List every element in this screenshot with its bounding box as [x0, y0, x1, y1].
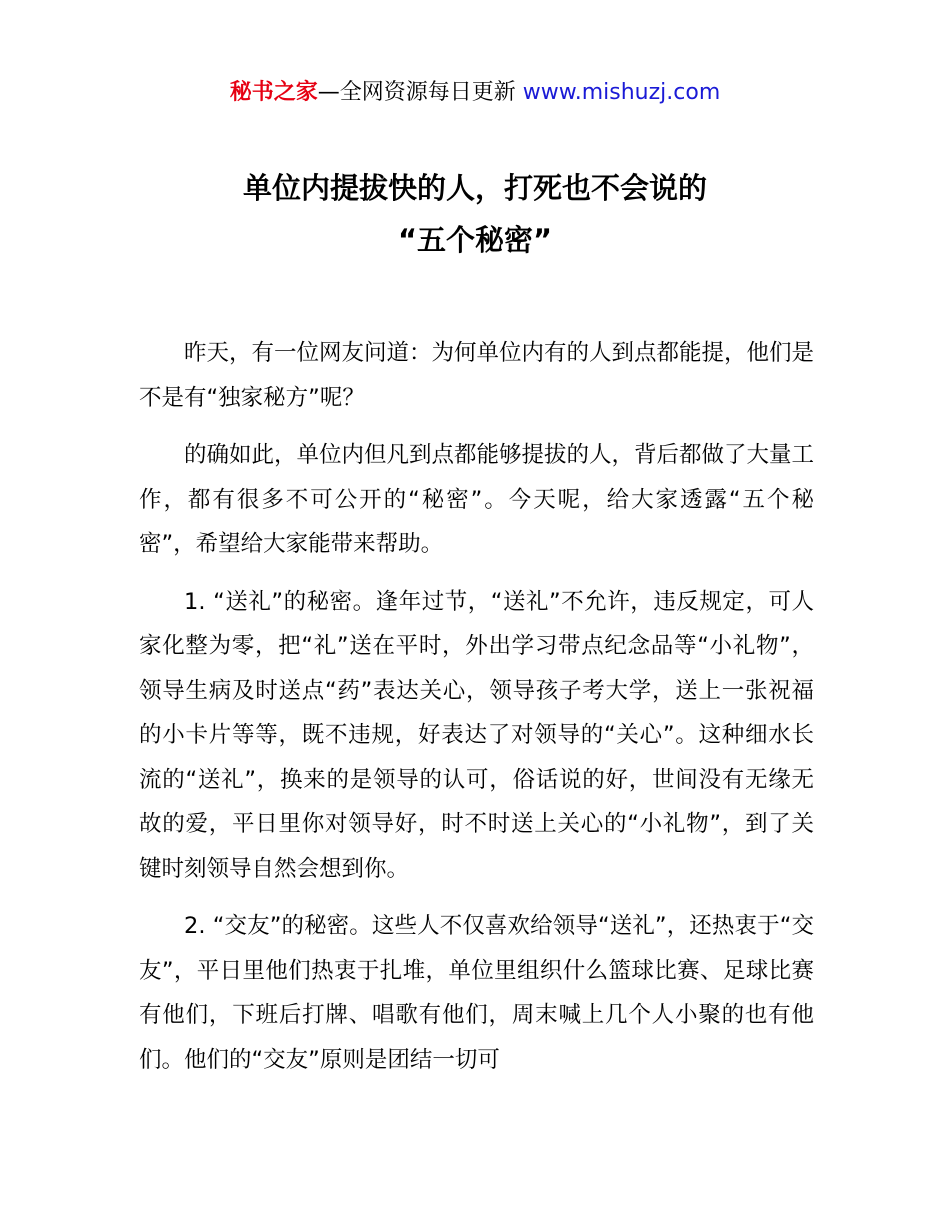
paragraph-2: 的确如此，单位内但凡到点都能够提拔的人，背后都做了大量工作，都有很多不可公开的“秘密”。今天呢，给大家透露“五个秘密”，希望给大家能带来帮助。 [139, 442, 815, 557]
title-line-1: 单位内提拔快的人，打死也不会说的 [242, 171, 707, 205]
site-url[interactable]: www.mishuzj.com [522, 80, 721, 105]
paragraph-4: 2. “交友”的秘密。这些人不仅喜欢给领导“送礼”，还热衷于“交友”，平日里他们热衷于扎堆，单位里组织什么篮球比赛、足球比赛有他们，下班后打牌、唱歌有他们，周末喊上几个人小聚的也有他们。他们的“交友”原则是团结一切可 [139, 913, 814, 1073]
paragraph-1: 昨天，有一位网友问道：为何单位内有的人到点都能提，他们是不是有“独家秘方”呢？ [139, 340, 815, 411]
article-body [139, 331, 814, 1095]
article-title [0, 162, 950, 266]
site-header [0, 78, 950, 108]
paragraph-3: 1. “送礼”的秘密。逢年过节，“送礼”不允许，违反规定，可人家化整为零，把“礼”送在平时，外出学习带点纪念品等“小礼物”，领导生病及时送点“药”表达关心，领导孩子考大学，送上一张祝福的小卡片等等，既不违规，好表达了对领导的“关心”。这种细水长流的“送礼”，换来的是领导的认可，俗话说的好，世间没有无缘无故的爱，平日里你对领导好，时不时送上关心的“小礼物”，到了关键时刻领导自然会想到你。 [139, 588, 814, 882]
site-tagline: —全网资源每日更新 [317, 80, 523, 105]
title-line-2: “五个秘密” [397, 223, 553, 257]
site-brand: 秘书之家 [229, 80, 318, 105]
